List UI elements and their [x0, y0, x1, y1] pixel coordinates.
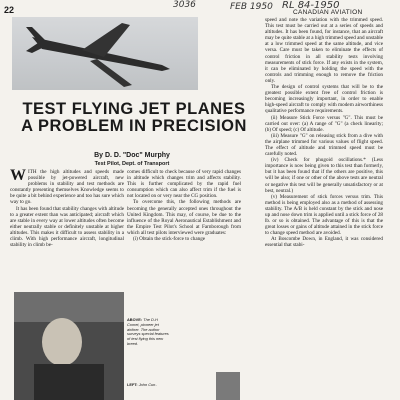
paragraph: speed and note the variation with the trimmed speed. This test must be carried out at a series of speeds and altitudes. It has been found, for instance, that an aircraft may be quite stable at a high trimmed speed and unstable at a low trimmed speed at the same altitude, and vice versa. Care must be taken to eliminate the effects of control friction in all stability tests involving measurements of stick force. If any exists in the system, it can be eliminated by holding the speed with the controls and trimming enough to remove the friction only. — [265, 17, 383, 84]
paragraph: (iv) Check for phugoid oscillations.* (Less importance is now being given to this test than formerly, but it has been found that if the others are positive, this will be also; if one or other of the above tests are neutral or negative this test will be generally unsatisfactory or at best, neutral.) — [265, 157, 383, 194]
test-pilot-photo — [14, 292, 124, 400]
paragraph: (v) Measurement of stick forces versus trim. This method is being employed also as a method of assessing stability. The A/B is held constant by the stick and nose up and nose down trim is applied until a stick force of 28 lb. or so is obtained. The advantage of this is that the great losses or gains of altitude attained in the stick force to change speed method are avoided. — [265, 193, 383, 237]
paragraph: (i) Obtain the stick-force to change — [133, 236, 206, 243]
handwritten-note-left: 3036 — [173, 0, 196, 10]
author-byline: By D. D. "Doc" Murphy — [94, 152, 170, 159]
paragraph: WITH the high altitudes and speeds made possible by jet-powered aircraft, new problems in stability and test methods are constantly presenting themselves Knowledge seems to be quite a bit behind experience and too has sure which way to go. — [10, 167, 124, 206]
text-column-1 — [10, 169, 124, 248]
photo-caption-above: ABOVE: The D-H Comet, pioneer jet airliner. The author surveys special features of test flying this new breed. — [127, 317, 169, 346]
drop-cap: W — [10, 167, 26, 184]
paragraph: It has been found that stability changes with altitude to a greater extent than was anticipated; aircraft which are stable in every way at lower altitudes often become either neutrally stable or definitely unstable at higher altitudes. This makes it difficult to assess stability in a climb. With high performance aircraft, longitudinal stability in climb be- — [10, 205, 124, 249]
comet-jet-photo — [12, 17, 198, 90]
handwritten-date: FEB 1950 — [230, 2, 273, 12]
paragraph: (iii) Measure "G" on releasing stick from a dive with the airplane trimmed for various values of flight speed. The effect of altitude and trimmed speed must be carefully noted. — [265, 132, 383, 158]
comet-airliner-photo — [216, 372, 240, 400]
photo-caption-left: LEFT: John Cun- — [127, 382, 157, 387]
jet-aircraft-image — [12, 17, 198, 90]
paragraph: (ii) Measure Stick Force versus "G". This must be carried out over: (a) A range of "G" (a check linearity; (b) Of speed; (c) Of altitude. — [265, 114, 383, 133]
author-affiliation: Test Pilot, Dept. of Transport — [94, 161, 170, 167]
magazine-name: CANADIAN AVIATION — [293, 9, 363, 16]
text-column-3 — [265, 17, 383, 249]
pilot-image — [14, 292, 124, 400]
page-number: 22 — [4, 5, 15, 15]
headline-line-1: TEST FLYING JET PLANES — [22, 100, 246, 118]
handwritten-reference: RL 84-1950 — [282, 0, 340, 11]
paragraph: At Boscombe Down, in England, it was considered essential that stabi- — [265, 236, 383, 249]
paragraph: To overcome this, the following methods are becoming the generally accepted ones throughout the United Kingdom. This may, of course, be due to the influence of the Royal Aeronautical Establishment and the Empire Test Pilot's School at Farnborough from which all test pilots interviewed were graduates: — [127, 199, 241, 236]
headline-line-2: A PROBLEM IN PRECISION — [21, 117, 247, 135]
paragraph: comes difficult to check because of very rapid changes in altitude which changes trim and affects stability. This is further complicated by the rapid fuel consumption which can also affect trim if the fuel is not located on or very near the CG position. — [127, 169, 241, 200]
paragraph: The design of control systems that will be to the greatest possible extent free of control friction is becoming increasingly important, in order to enable high-speed aircraft to comply with modern airworthiness qualitative performance requirements. — [265, 84, 383, 115]
text-column-2 — [127, 169, 241, 242]
